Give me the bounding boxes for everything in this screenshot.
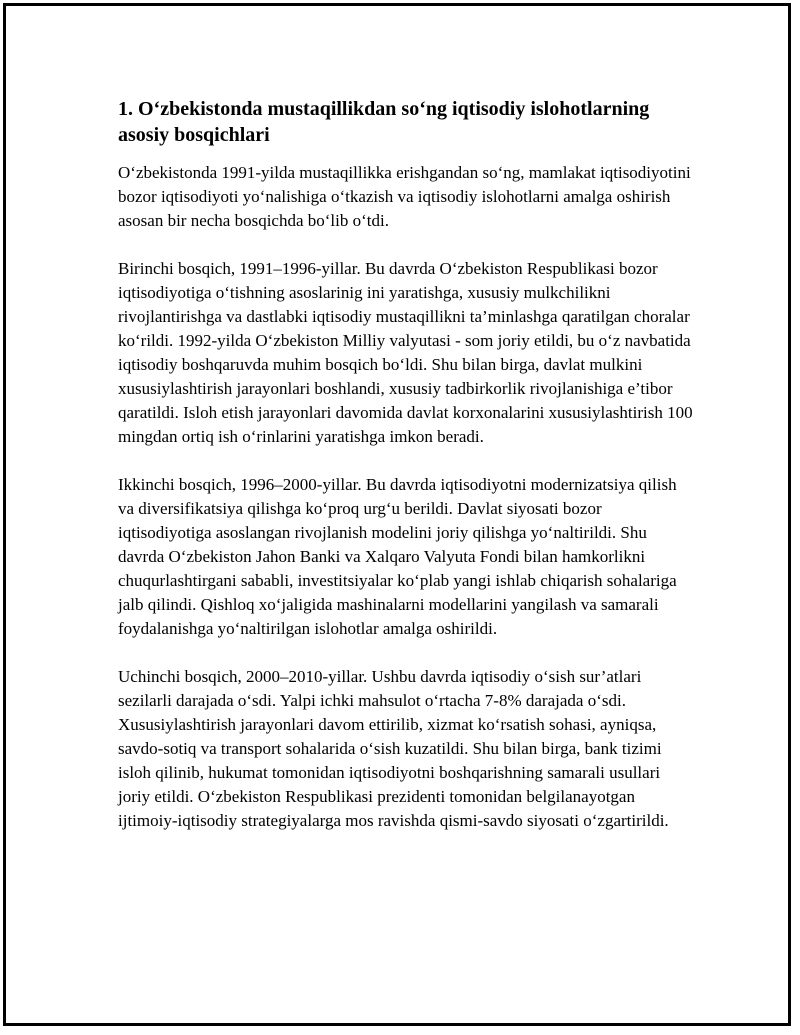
paragraph-second-stage: Ikkinchi bosqich, 1996–2000-yillar. Bu davrda iqtisodiyotni modernizatsiya qilish va diversifikatsiya qilishga ko‘proq urg‘u berildi. Davlat siyosati bozor iqtisodiyotiga asoslangan rivojlanish modelini joriy qilishga yo‘naltirildi. Shu davrda O‘zbekiston Jahon Banki va Xalqaro Valyuta Fondi bilan hamkorlikni chuqurlashtirgani sababli, investitsiyalar ko‘plab yangi ishlab chiqarish sohalariga jalb qilindi. Qishloq xo‘jaligida mashinalarni modellarini yangilash va samarali foydalanishga yo‘naltirilgan islohotlar amalga oshirildi. <box>118 475 677 638</box>
section-title: 1. O‘zbekistonda mustaqillikdan so‘ng iqtisodiy islohotlarning asosiy bosqichlari <box>118 98 650 146</box>
paragraph-first-stage: Birinchi bosqich, 1991–1996-yillar. Bu davrda O‘zbekiston Respublikasi bozor iqtisodiyotiga o‘tishning asoslarinig ini yaratishga, xususiy mulkchilikni rivojlantirishga va dastlabki iqtisodiy mustaqillikni ta’minlashga qaratilgan choralar ko‘rildi. 1992-yilda O‘zbekiston Milliy valyutasi - som joriy etildi, bu o‘z navbatida iqtisodiy boshqaruvda muhim bosqich bo‘ldi. Shu bilan birga, davlat mulkini xususiylashtirish jarayonlari boshlandi, xususiy tadbirkorlik rivojlanishiga e’tibor qaratildi. Isloh etish jarayonlari davomida davlat korxonalarini xususiylashtirish 100 mingdan ortiq ish o‘rinlarini yaratishga imkon beradi. <box>118 259 693 446</box>
document-body <box>118 96 693 857</box>
paragraph-third-stage: Uchinchi bosqich, 2000–2010-yillar. Ushbu davrda iqtisodiy o‘sish sur’atlari sezilarli darajada o‘sdi. Yalpi ichki mahsulot o‘rtacha 7-8% darajada o‘sdi. Xususiylashtirish jarayonlari davom ettirilib, xizmat ko‘rsatish sohasi, ayniqsa, savdo-sotiq va transport sohalarida o‘sish kuzatildi. Shu bilan birga, bank tizimi isloh qilinib, hukumat tomonidan iqtisodiyotni boshqarishning samarali usullari joriy etildi. O‘zbekiston Respublikasi prezidenti tomonidan belgilanayotgan ijtimoiy-iqtisodiy strategiyalarga mos ravishda qismi-savdo siyosati o‘zgartirildi. <box>118 667 669 830</box>
paragraph-intro: O‘zbekistonda 1991-yilda mustaqillikka erishgandan so‘ng, mamlakat iqtisodiyotini bozor iqtisodiyoti yo‘nalishiga o‘tkazish va iqtisodiy islohotlarni amalga oshirish asosan bir necha bosqichda bo‘lib o‘tdi. <box>118 163 691 230</box>
